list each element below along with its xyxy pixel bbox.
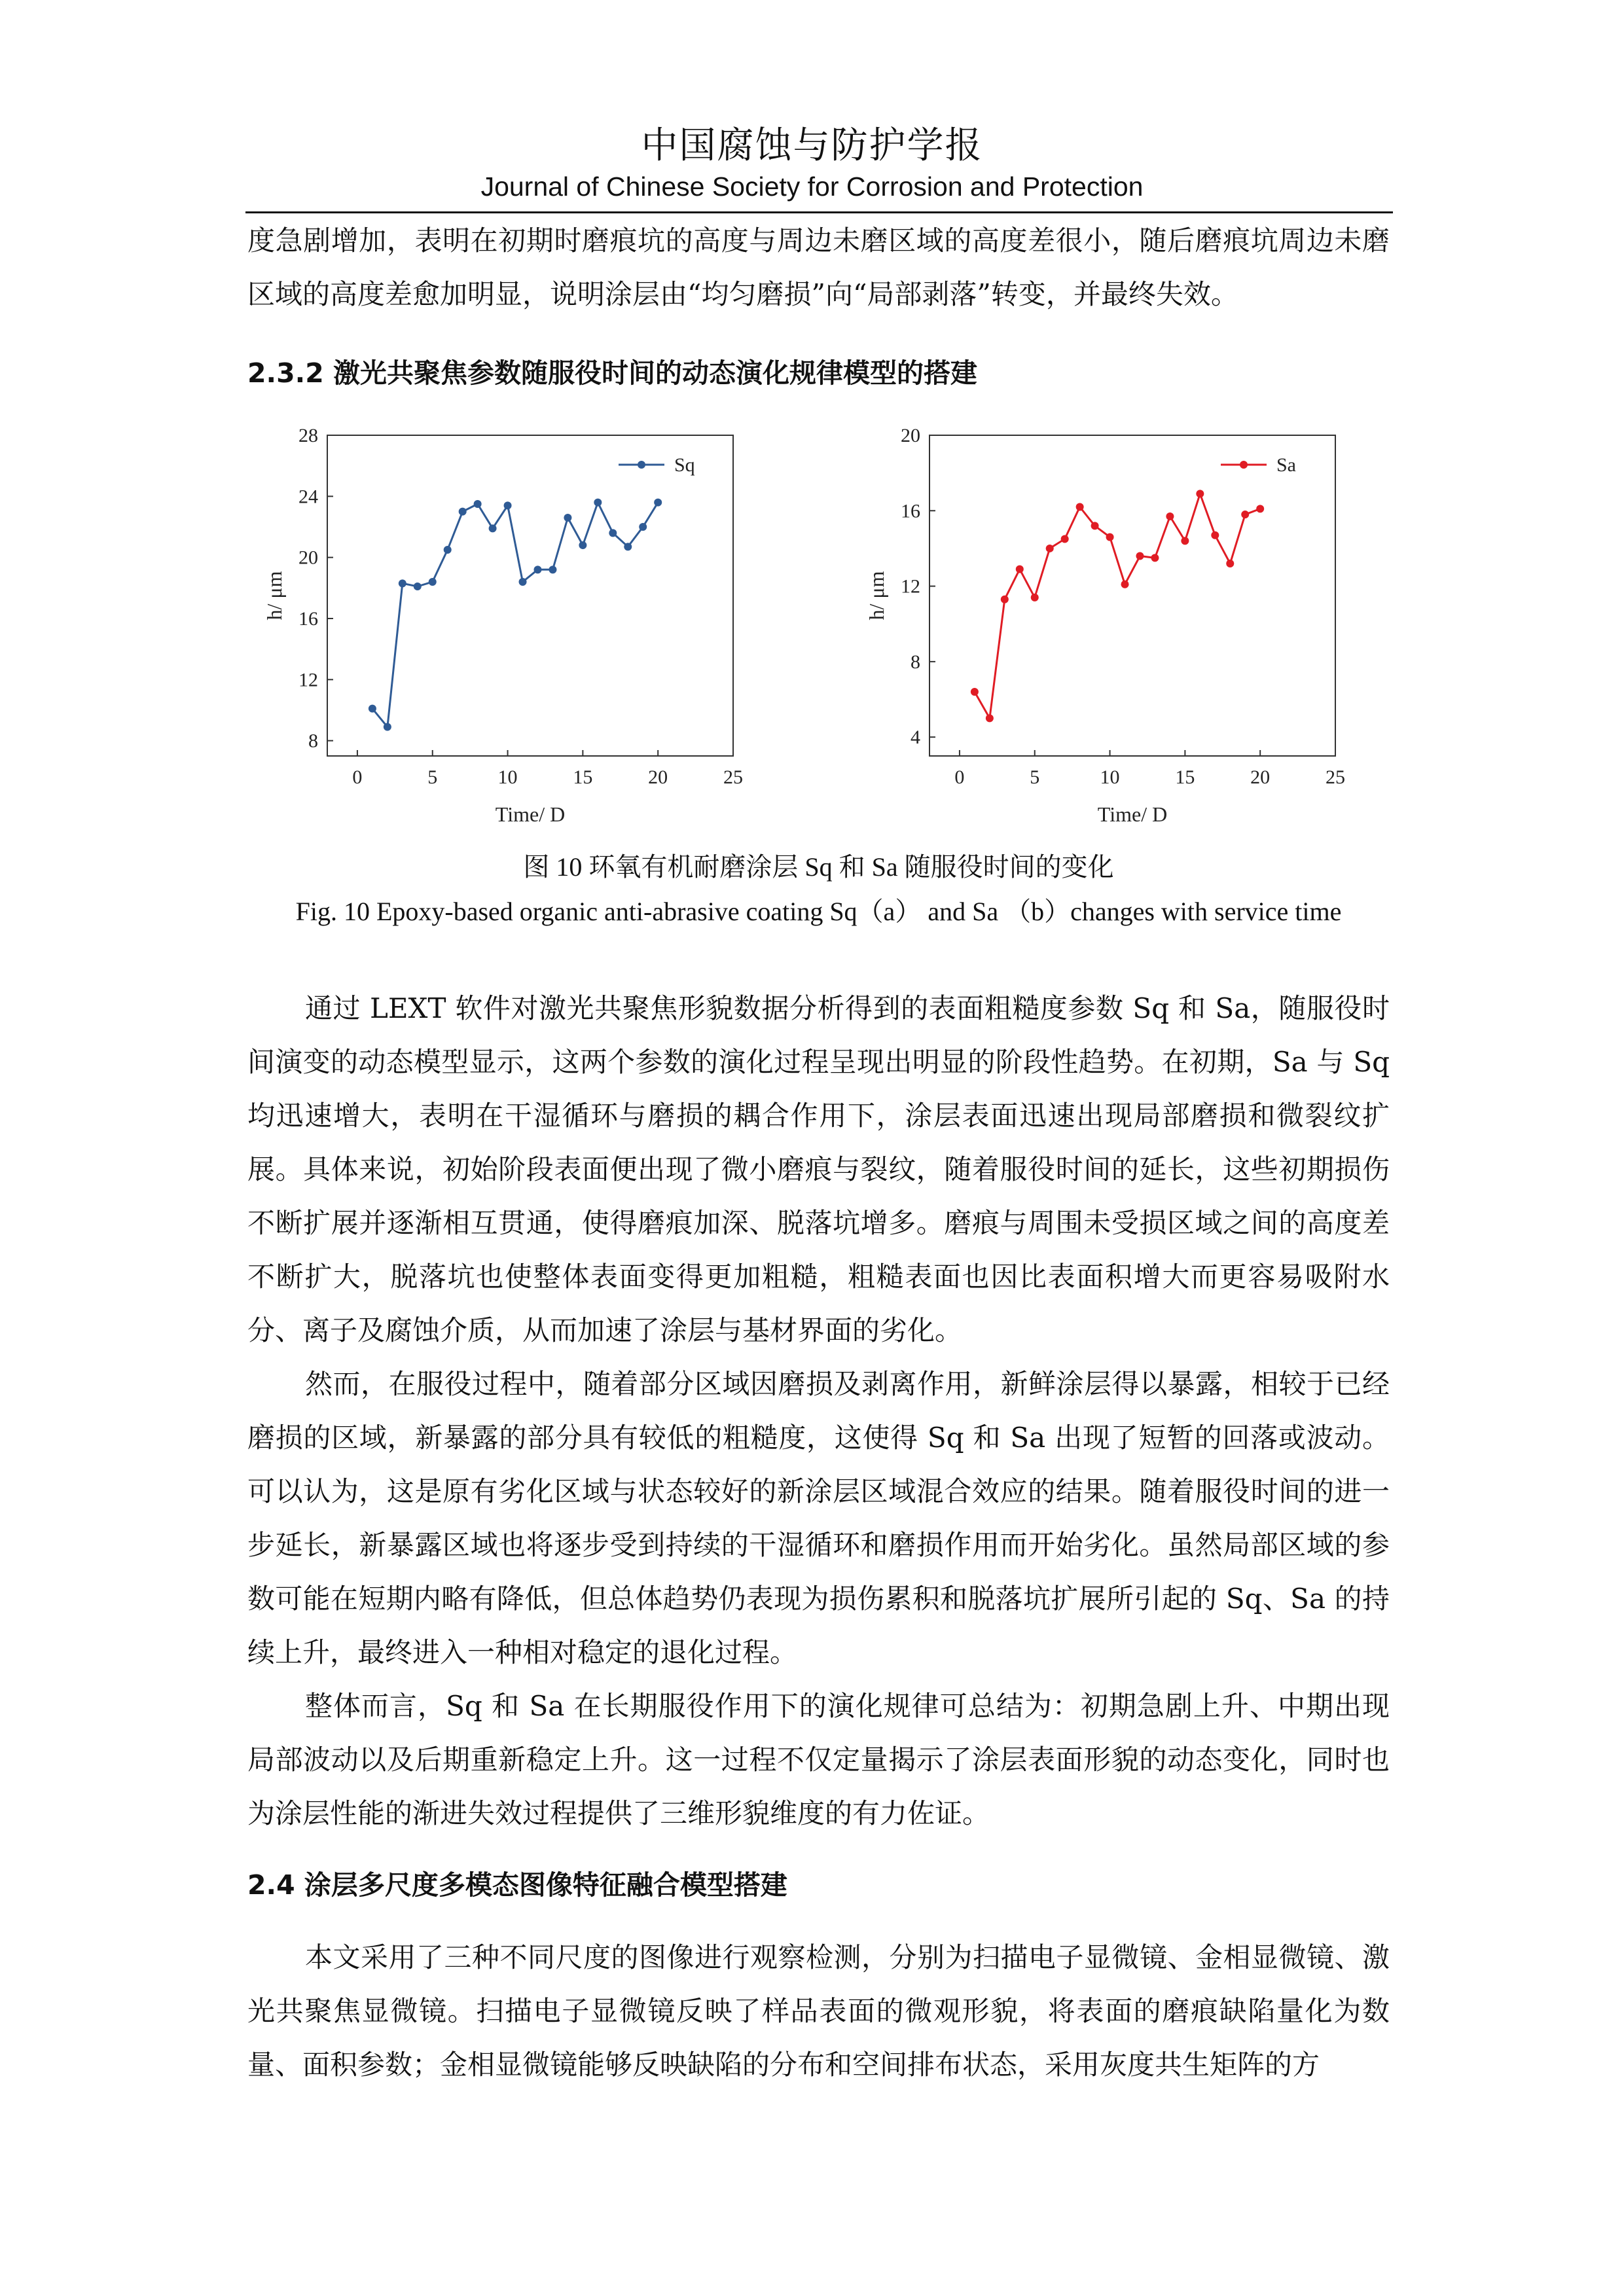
sa-legend-label: Sa — [1276, 454, 1296, 476]
sq-data-point — [609, 529, 617, 537]
sq-data-point — [564, 514, 571, 522]
sq-y-tick-label: 28 — [298, 425, 318, 446]
sq-data-point — [414, 583, 422, 590]
sa-data-point — [1241, 511, 1249, 518]
sa-y-tick-label: 16 — [901, 500, 920, 522]
sq-data-point — [639, 523, 647, 531]
sa-y-tick-label: 20 — [901, 425, 920, 446]
sa-data-point — [1256, 505, 1264, 512]
header-rule — [245, 211, 1393, 213]
sq-legend-marker — [638, 461, 645, 469]
sq-x-tick-label: 10 — [497, 766, 518, 788]
sa-data-point — [1091, 522, 1099, 529]
sq-data-point — [459, 508, 467, 516]
sa-y-tick-label: 4 — [911, 726, 920, 749]
sa-x-tick-label: 0 — [954, 766, 965, 788]
sa-data-point — [1196, 490, 1204, 497]
sq-legend-label: Sq — [674, 454, 695, 476]
sa-data-point — [1001, 596, 1009, 603]
sq-data-point — [624, 543, 632, 550]
sa-y-tick-label: 8 — [911, 651, 920, 673]
chart-sa-svg — [865, 419, 1368, 851]
sq-data-point — [654, 499, 662, 507]
sa-x-tick-label: 10 — [1100, 766, 1120, 788]
sa-x-tick-label: 15 — [1175, 766, 1195, 788]
sq-data-point — [489, 524, 497, 532]
sq-x-axis-label: Time/ D — [495, 802, 566, 826]
sa-series-line — [975, 493, 1260, 718]
sq-data-point — [579, 541, 586, 549]
sq-y-axis-label: h/ μm — [262, 571, 286, 620]
section-heading-2-3-2: 2.3.2 激光共聚焦参数随服役时间的动态演化规律模型的搭建 — [247, 357, 978, 389]
journal-title-cn: 中国腐蚀与防护学报 — [641, 124, 983, 167]
sq-data-point — [444, 546, 452, 554]
chart-sq — [262, 419, 766, 851]
sa-x-axis-label: Time/ D — [1097, 802, 1168, 826]
sa-data-point — [1061, 535, 1069, 543]
sa-legend-marker — [1240, 461, 1248, 469]
sa-data-point — [1076, 503, 1084, 511]
sq-data-point — [549, 565, 556, 573]
figure-caption-cn: 图 10 环氧有机耐磨涂层 Sq 和 Sa 随服役时间的变化 — [523, 852, 1114, 882]
sa-data-point — [986, 714, 994, 722]
sq-data-point — [384, 723, 391, 731]
sq-x-tick-label: 0 — [352, 766, 363, 788]
chart-sa — [865, 419, 1368, 851]
sa-y-tick-label: 12 — [901, 575, 920, 598]
sa-data-point — [971, 688, 979, 696]
sa-x-tick-label: 5 — [1030, 766, 1040, 788]
sq-y-tick-label: 20 — [298, 547, 318, 569]
sq-data-point — [369, 705, 376, 713]
journal-title-en: Journal of Chinese Society for Corrosion and Protection — [480, 171, 1144, 202]
sq-data-point — [519, 578, 527, 586]
sq-y-tick-label: 8 — [308, 730, 318, 752]
paragraph-4: 本文采用了三种不同尺度的图像进行观察检测，分别为扫描电子显微镜、金相显微镜、激光共聚焦显微镜。扫描电子显微镜反映了样品表面的微观形貌，将表面的磨痕缺陷量化为数量、面积参数；金相显微镜能够反映缺陷的分布和空间排布状态，采用灰度共生矩阵的方 — [247, 1941, 1390, 2081]
sa-data-point — [1226, 560, 1234, 567]
sq-data-point — [594, 499, 602, 507]
sq-data-point — [533, 565, 541, 573]
chart-sq-svg — [262, 419, 766, 851]
sa-x-tick-label: 25 — [1326, 766, 1345, 788]
sa-data-point — [1151, 554, 1159, 562]
paragraph-continued: 度急剧增加，表明在初期时磨痕坑的高度与周边未磨区域的高度差很小，随后磨痕坑周边未磨区域的高度差愈加明显，说明涂层由“均匀磨损”向“局部剥落”转变，并最终失效。 — [247, 224, 1390, 310]
sq-x-tick-label: 20 — [648, 766, 668, 788]
sa-data-point — [1211, 531, 1219, 539]
sq-x-tick-label: 15 — [573, 766, 593, 788]
sq-data-point — [429, 578, 437, 586]
sq-plot-frame — [327, 435, 733, 756]
sq-x-tick-label: 5 — [427, 766, 438, 788]
sq-y-tick-label: 24 — [298, 486, 318, 508]
section-heading-2-4: 2.4 涂层多尺度多模态图像特征融合模型搭建 — [247, 1869, 787, 1901]
sa-data-point — [1106, 533, 1114, 541]
sq-y-tick-label: 12 — [298, 669, 318, 691]
sq-data-point — [399, 579, 406, 587]
sa-data-point — [1181, 537, 1189, 545]
sa-data-point — [1046, 545, 1054, 552]
sq-x-tick-label: 25 — [723, 766, 743, 788]
sa-x-tick-label: 20 — [1250, 766, 1271, 788]
figure-caption-en: Fig. 10 Epoxy-based organic anti-abrasive coating Sq（a） and Sa （b）changes with service time — [295, 897, 1342, 926]
sq-data-point — [504, 501, 512, 509]
sa-y-axis-label: h/ μm — [865, 571, 888, 620]
sa-data-point — [1136, 552, 1144, 560]
sa-data-point — [1166, 512, 1174, 520]
sa-data-point — [1121, 581, 1129, 588]
sq-data-point — [474, 500, 482, 508]
paragraph-3: 整体而言，Sq 和 Sa 在长期服役作用下的演化规律可总结为：初期急剧上升、中期出现局部波动以及后期重新稳定上升。这一过程不仅定量揭示了涂层表面形貌的动态变化，同时也为涂层性能的渐进失效过程提供了三维形貌维度的有力佐证。 — [247, 1690, 1390, 1829]
paragraph-2: 然而，在服役过程中，随着部分区域因磨损及剥离作用，新鲜涂层得以暴露，相较于已经磨损的区域，新暴露的部分具有较低的粗糙度，这使得 Sq 和 Sa 出现了短暂的回落或波动。可以认为，这是原有劣化区域与状态较好的新涂层区域混合效应的结果。随着服役时间的进一步延长，新暴露区域也将逐步受到持续的干湿循环和磨损作用而开始劣化。虽然局部区域的参数可能在短期内略有降低，但总体趋势仍表现为损伤累积和脱落坑扩展所引起的 Sq、Sa 的持续上升，最终进入一种相对稳定的退化过程。 — [247, 1368, 1390, 1668]
sa-data-point — [1031, 594, 1039, 601]
paragraph-1: 通过 LEXT 软件对激光共聚焦形貌数据分析得到的表面粗糙度参数 Sq 和 Sa，随服役时间演变的动态模型显示，这两个参数的演化过程呈现出明显的阶段性趋势。在初期，Sa 与 Sq 均迅速增大，表明在干湿循环与磨损的耦合作用下，涂层表面迅速出现局部磨损和微裂纹扩展。具体来说，初始阶段表面便出现了微小磨痕与裂纹，随着服役时间的延长，这些初期损伤不断扩展并逐渐相互贯通，使得磨痕加深、脱落坑增多。磨痕与周围未受损区域之间的高度差不断扩大，脱落坑也使整体表面变得更加粗糙，粗糙表面也因比表面积增大而更容易吸附水分、离子及腐蚀介质，从而加速了涂层与基材界面的劣化。 — [247, 992, 1390, 1346]
sq-y-tick-label: 16 — [298, 608, 318, 630]
sa-data-point — [1016, 565, 1024, 573]
